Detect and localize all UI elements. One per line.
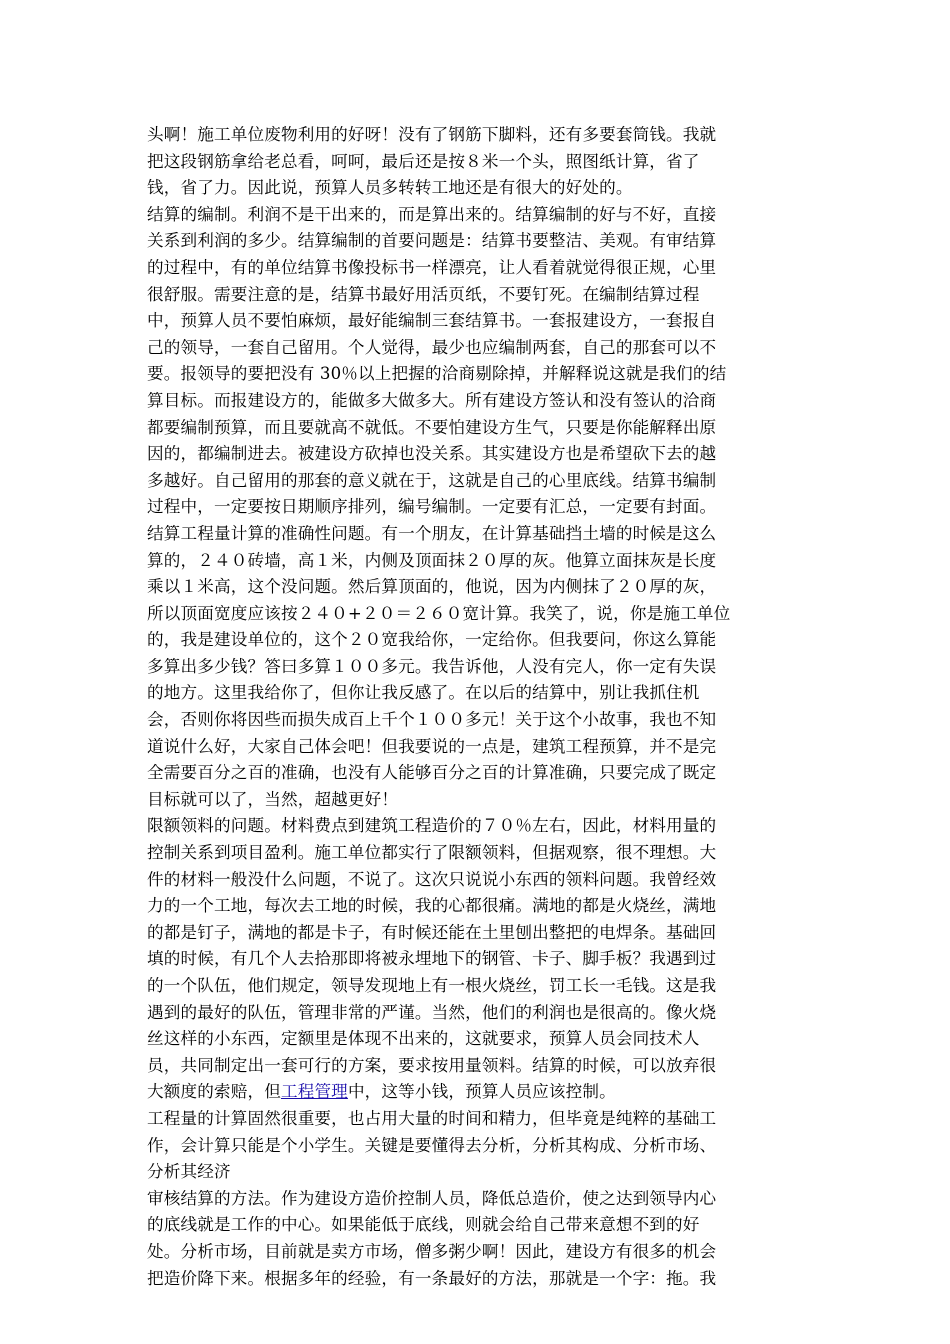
text-line: 乘以１米高，这个没问题。然后算顶面的，他说，因为内侧抹了２０厚的灰，: [147, 577, 717, 597]
text-line: 目标就可以了，当然，超越更好！: [147, 789, 399, 809]
text-line: 的过程中，有的单位结算书像投标书一样漂亮，让人看着就觉得很正规，心里: [147, 257, 717, 277]
text-line: 件的材料一般没什么问题，不说了。这次只说说小东西的领料问题。我曾经效: [147, 869, 717, 889]
text-line: 结算工程量计算的准确性问题。有一个朋友，在计算基础挡土墙的时候是这么: [147, 523, 717, 543]
link-prefix-text: 大额度的索赔，但: [147, 1082, 281, 1102]
text-line: 限额领料的问题。材料费点到建筑工程造价的７０％左右，因此，材料用量的: [147, 816, 717, 836]
text-line-with-link: [147, 1079, 807, 1106]
text-line: 的底线就是工作的中心。如果能低于底线，则就会给自己带来意想不到的好: [147, 1215, 700, 1235]
text-line: 作，会计算只能是个小学生。关键是要懂得去分析，分析其构成、分析市场、: [147, 1135, 717, 1155]
text-line: 算目标。而报建设方的，能做多大做多大。所有建设方签认和没有签认的洽商: [147, 390, 717, 410]
text-line: 审核结算的方法。作为建设方造价控制人员，降低总造价，使之达到领导内心: [147, 1188, 717, 1208]
text-line: 过程中，一定要按日期顺序排列，编号编制。一定要有汇总，一定要有封面。: [147, 497, 717, 517]
text-line: 填的时候，有几个人去拾那即将被永埋地下的钢管、卡子、脚手板？我遇到过: [147, 949, 717, 969]
text-line: 己的领导，一套自己留用。个人觉得，最少也应编制两套，自己的那套可以不: [147, 337, 717, 357]
text-line: 把造价降下来。根据多年的经验，有一条最好的方法，那就是一个字：拖。我: [147, 1268, 717, 1288]
text-line: 因的，都编制进去。被建设方砍掉也没关系。其实建设方也是希望砍下去的越: [147, 444, 717, 464]
text-line: 控制关系到项目盈利。施工单位都实行了限额领料，但据观察，很不理想。大: [147, 843, 717, 863]
document-body: [147, 122, 807, 1292]
text-line: 工程量的计算固然很重要，也占用大量的时间和精力，但毕竟是纯粹的基础工: [147, 1108, 717, 1128]
text-line: 结算的编制。利润不是干出来的，而是算出来的。结算编制的好与不好，直接: [147, 204, 717, 224]
text-line: 关系到利润的多少。结算编制的首要问题是：结算书要整洁、美观。有审结算: [147, 231, 717, 251]
text-line: 都要编制预算，而且要就高不就低。不要怕建设方生气，只要是你能解释出原: [147, 417, 717, 437]
text-line: 多算出多少钱？答曰多算１００多元。我告诉他，人没有完人，你一定有失误: [147, 656, 717, 676]
text-line: 所以顶面宽度应该按２４０+２０＝２６０宽计算。我笑了，说，你是施工单位: [147, 603, 731, 623]
text-line: 全需要百分之百的准确，也没有人能够百分之百的计算准确，只要完成了既定: [147, 763, 717, 783]
text-line: 的，我是建设单位的，这个２０宽我给你，一定给你。但我要问，你这么算能: [147, 630, 717, 650]
text-line: 员，共同制定出一套可行的方案，要求按用量领料。结算的时候，可以放弃很: [147, 1055, 717, 1075]
text-line: 算的，２４０砖墙，高１米，内侧及顶面抹２０厚的灰。他算立面抹灰是长度: [147, 550, 717, 570]
text-line: 遇到的最好的队伍，管理非常的严谨。当然，他们的利润也是很高的。像火烧: [147, 1002, 717, 1022]
text-line: 的地方。这里我给你了，但你让我反感了。在以后的结算中，别让我抓住机: [147, 683, 700, 703]
engineering-management-link[interactable]: 工程管理: [280, 1082, 348, 1102]
text-line: 头啊！施工单位废物利用的好呀！没有了钢筋下脚料，还有多要套筒钱。我就: [147, 125, 717, 144]
text-line: 处。分析市场，目前就是卖方市场，僧多粥少啊！因此，建设方有很多的机会: [147, 1241, 717, 1261]
text-line: 的一个队伍，他们规定，领导发现地上有一根火烧丝，罚工长一毛钱。这是我: [147, 976, 717, 995]
text-line: 中，预算人员不要怕麻烦，最好能编制三套结算书。一套报建设方，一套报自: [147, 311, 717, 331]
text-line: 多越好。自己留用的那套的意义就在于，这就是自己的心里底线。结算书编制: [147, 470, 717, 490]
text-line: 钱，省了力。因此说，预算人员多转转工地还是有很大的好处的。: [147, 178, 633, 198]
text-line: 要。报领导的要把没有 30％以上把握的洽商剔除掉，并解释说这就是我们的结: [147, 364, 727, 384]
text-line: 很舒服。需要注意的是，结算书最好用活页纸，不要钉死。在编制结算过程: [147, 284, 700, 304]
text-line: 会，否则你将因些而损失成百上千个１００多元！关于这个小故事，我也不知: [147, 710, 717, 730]
text-line: 分析其经济: [147, 1162, 231, 1182]
text-line: 丝这样的小东西，定额里是体现不出来的，这就要求，预算人员会同技术人: [147, 1029, 700, 1049]
text-line: 把这段钢筋拿给老总看，呵呵，最后还是按８米一个头，照图纸计算，省了: [147, 151, 700, 171]
text-line: 道说什么好，大家自己体会吧！但我要说的一点是，建筑工程预算，并不是完: [147, 736, 717, 756]
link-suffix-text: 中，这等小钱，预算人员应该控制。: [347, 1082, 616, 1102]
text-line: 的都是钉子，满地的都是卡子，有时候还能在土里刨出整把的电焊条。基础回: [147, 922, 717, 942]
text-line: 力的一个工地，每次去工地的时候，我的心都很痛。满地的都是火烧丝，满地: [147, 896, 717, 916]
